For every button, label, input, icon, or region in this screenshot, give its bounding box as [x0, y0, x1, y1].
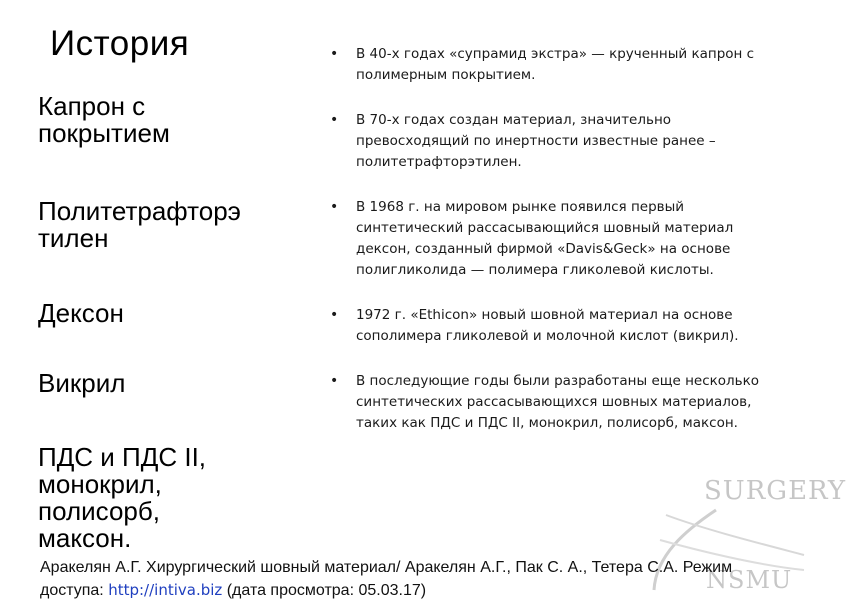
term-kapron: Капрон с покрытием	[38, 91, 170, 148]
term-vicryl: Викрил	[38, 368, 126, 398]
bullet-item: • 1972 г. «Ethicon» новый шовной материал на основе сополимера гликолевой и молочной кислот (викрил).	[330, 305, 770, 347]
slide-title: История	[50, 24, 190, 63]
bullet-item: • В 70-х годах создан материал, значительно превосходящий по инертности известные ранее – политетрафторэтилен.	[330, 110, 770, 173]
term-dexon: Дексон	[38, 298, 124, 328]
term-ptfe: Политетрафторэ тилен	[38, 196, 241, 253]
bullet-item: • В последующие годы были разработаны еще несколько синтетических рассасывающихся шовных материалов, таких как ПДС и ПДС II, монокрил, полисорб, максон.	[330, 371, 770, 434]
bullet-item: • В 40-х годах «супрамид экстра» — крученный капрон с полимерным покрытием.	[330, 44, 770, 86]
source-link[interactable]: http://intiva.biz	[108, 581, 223, 599]
citation	[40, 556, 760, 602]
bullet-item: • В 1968 г. на мировом рынке появился первый синтетический рассасывающийся шовный материал дексон, созданный фирмой «Davis&Geck» на основе полигликолида — полимера гликолевой кислоты.	[330, 197, 770, 281]
watermark-top-text: SURGERY	[704, 476, 846, 506]
watermark-bottom-text: NSMU	[706, 566, 793, 594]
history-bullet-list	[330, 44, 770, 434]
term-pds-group: ПДС и ПДС II, монокрил, полисорб, максон.	[38, 442, 207, 553]
citation-tail: (дата просмотра: 05.03.17)	[222, 582, 427, 599]
citation-text: Аракелян А.Г. Хирургический шовный материал/ Аракелян А.Г., Пак С. А., Тетера С.А. Режим доступа:	[40, 559, 733, 599]
